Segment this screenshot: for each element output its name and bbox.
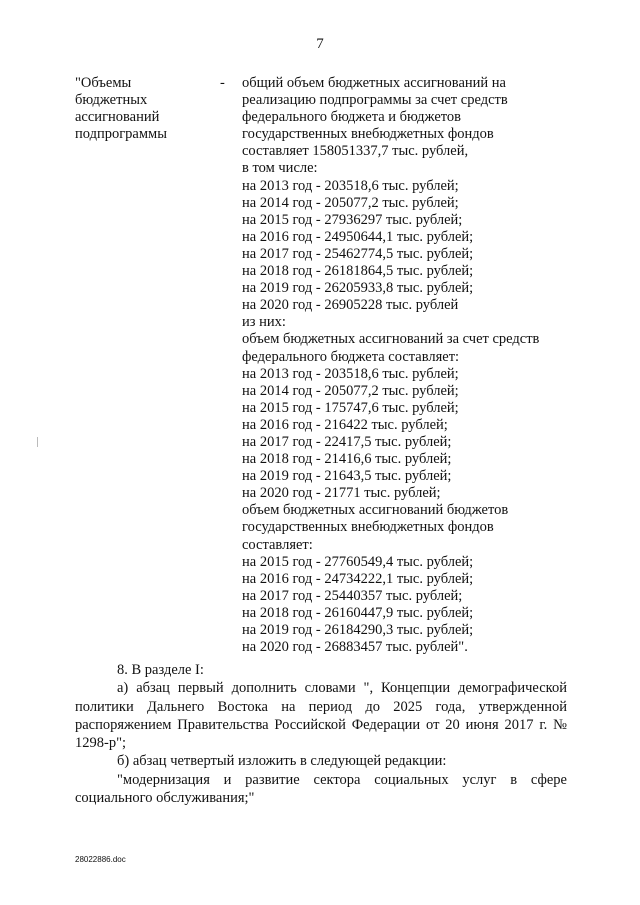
value-line: на 2015 год - 27936297 тыс. рублей; (242, 211, 463, 228)
value-line: на 2015 год - 175747,6 тыс. рублей; (242, 399, 459, 416)
section-heading: 8. В разделе I: (117, 662, 204, 678)
value-line: на 2017 год - 25440357 тыс. рублей; (242, 587, 463, 604)
value-line: на 2018 год - 26160447,9 тыс. рублей; (242, 604, 474, 621)
passport-value-column (242, 75, 582, 656)
paragraph-a: а) абзац первый дополнить словами ", Концепции демографической политики Дальнего Востока на период до 2025 года, утвержденной распоряжением Правительства Российской Федерации от 20 июня 2017 г. № 1298-р"; (75, 680, 567, 752)
value-line: государственных внебюджетных фондов (242, 126, 494, 143)
label-line: подпрограммы (75, 126, 167, 143)
label-line: бюджетных (75, 92, 148, 109)
value-line: на 2020 год - 26883457 тыс. рублей". (242, 639, 468, 656)
value-line: на 2019 год - 26184290,3 тыс. рублей; (242, 622, 474, 638)
document-body (75, 661, 567, 807)
value-line: составляет 158051337,7 тыс. рублей, (242, 143, 469, 160)
value-line: на 2019 год - 26205933,8 тыс. рублей; (242, 280, 474, 297)
value-line: на 2016 год - 216422 тыс. рублей; (242, 416, 448, 433)
value-line: реализацию подпрограммы за счет средств (242, 92, 508, 109)
value-line: на 2016 год - 24950644,1 тыс. рублей; (242, 228, 474, 245)
value-line: на 2018 год - 26181864,5 тыс. рублей; (242, 263, 474, 280)
value-line: федерального бюджета и бюджетов (242, 109, 462, 126)
separator-dash: - (220, 75, 225, 91)
label-line: "Объемы (75, 75, 132, 91)
passport-label-column (75, 75, 225, 143)
quote-line: социального обслуживания;" (75, 790, 255, 807)
value-line: на 2019 год - 21643,5 тыс. рублей; (242, 468, 452, 485)
value-line: федерального бюджета составляет: (242, 348, 460, 365)
value-line: объем бюджетных ассигнований за счет средств (242, 331, 540, 348)
scan-mark (37, 437, 38, 447)
value-line: на 2016 год - 24734222,1 тыс. рублей; (242, 570, 474, 587)
value-line: на 2015 год - 27760549,4 тыс. рублей; (242, 553, 474, 570)
value-line: из них: (242, 314, 286, 331)
paragraph-b: б) абзац четвертый изложить в следующей редакции: (117, 753, 447, 770)
file-reference: 28022886.doc (75, 855, 126, 864)
quote-line: "модернизация и развитие сектора социальных услуг в сфере (117, 771, 567, 788)
value-line: на 2020 год - 21771 тыс. рублей; (242, 485, 441, 502)
value-line: на 2014 год - 205077,2 тыс. рублей; (242, 382, 459, 399)
page-number: 7 (316, 36, 324, 52)
value-line: в том числе: (242, 160, 318, 177)
value-line: на 2014 год - 205077,2 тыс. рублей; (242, 194, 459, 211)
value-line: на 2018 год - 21416,6 тыс. рублей; (242, 451, 452, 468)
value-line: объем бюджетных ассигнований бюджетов (242, 502, 509, 519)
value-line: составляет: (242, 536, 313, 553)
label-line: ассигнований (75, 109, 160, 126)
value-line: общий объем бюджетных ассигнований на (242, 75, 506, 91)
value-line: на 2017 год - 25462774,5 тыс. рублей; (242, 245, 474, 262)
value-line: на 2017 год - 22417,5 тыс. рублей; (242, 433, 452, 450)
value-line: государственных внебюджетных фондов (242, 519, 494, 536)
value-line: на 2020 год - 26905228 тыс. рублей (242, 297, 459, 314)
value-line: на 2013 год - 203518,6 тыс. рублей; (242, 177, 459, 194)
value-line: на 2013 год - 203518,6 тыс. рублей; (242, 365, 459, 382)
